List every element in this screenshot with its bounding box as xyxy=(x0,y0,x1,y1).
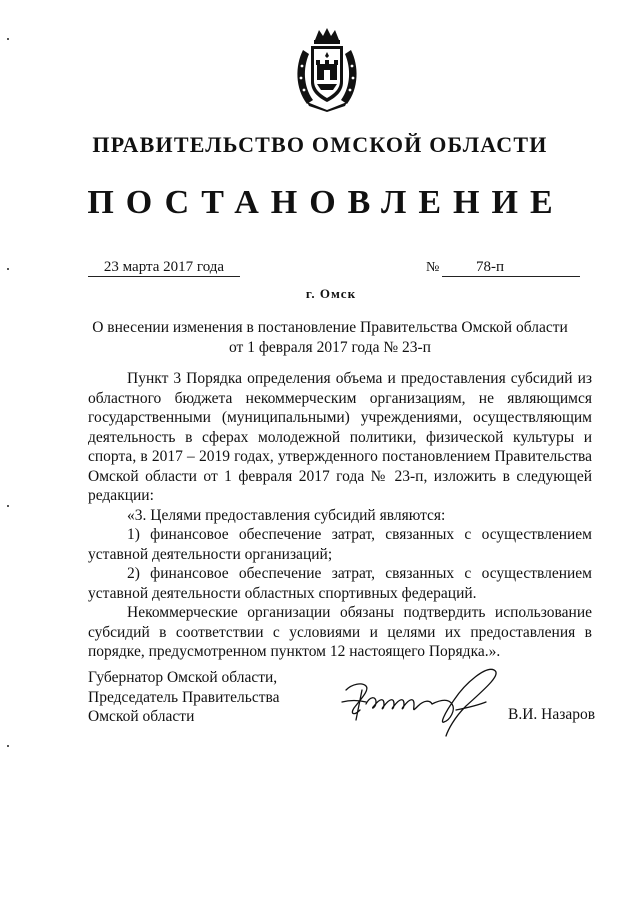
body-paragraph: «3. Целями предоставления субсидий являются: xyxy=(127,506,446,524)
scan-margin-mark xyxy=(7,38,9,40)
handwritten-signature-icon xyxy=(336,660,516,740)
document-city: г. Омск xyxy=(305,286,357,301)
subject-line: от 1 февраля 2017 года № 23-п xyxy=(229,339,431,356)
subject-line: О внесении изменения в постановление Правительства Омской области xyxy=(92,319,568,336)
signatory-position-line: Председатель Правительства xyxy=(88,688,280,706)
document-body xyxy=(88,369,592,662)
body-paragraph: 1) финансовое обеспечение затрат, связанных с осуществлением уставной деятельности организаций; xyxy=(88,526,592,563)
signatory-name: В.И. Назаров xyxy=(508,706,596,723)
body-paragraph: 2) финансовое обеспечение затрат, связанных с осуществлением уставной деятельности областных спортивных федераций. xyxy=(88,565,592,602)
scan-margin-mark xyxy=(7,505,9,507)
body-paragraph: Некоммерческие организации обязаны подтвердить использование субсидий в соответствии с условиями и целями их предоставления в порядке, предусмотренном пунктом 12 настоящего Порядка.». xyxy=(88,604,592,660)
signatory-position-line: Губернатор Омской области, xyxy=(88,669,278,686)
document-number: 78-п xyxy=(442,258,580,277)
document-number-label: № xyxy=(426,260,440,275)
signatory-position-line: Омской области xyxy=(88,708,195,725)
organization-title: ПРАВИТЕЛЬСТВО ОМСКОЙ ОБЛАСТИ xyxy=(92,132,548,157)
body-paragraph: Пункт 3 Порядка определения объема и предоставления субсидий из областного бюджета некоммерческим организациям, не являющимся государственными (муниципальными) учреждениями, осуществляющим деятельность в сферах молодежной политики, физической культуры и спорта, в 2017 – 2019 годах, утвержденного постановлением Правительства Омской области от 1 февраля 2017 года № 23-п, изложить в следующей редакции: xyxy=(88,370,592,504)
scan-margin-mark xyxy=(7,745,9,747)
signatory-position xyxy=(88,668,308,727)
scan-margin-mark xyxy=(7,268,9,270)
coat-of-arms-icon xyxy=(293,26,361,112)
document-type-title: ПОСТАНОВЛЕНИЕ xyxy=(87,184,565,221)
document-subject xyxy=(80,318,580,358)
document-date: 23 марта 2017 года xyxy=(88,258,240,277)
